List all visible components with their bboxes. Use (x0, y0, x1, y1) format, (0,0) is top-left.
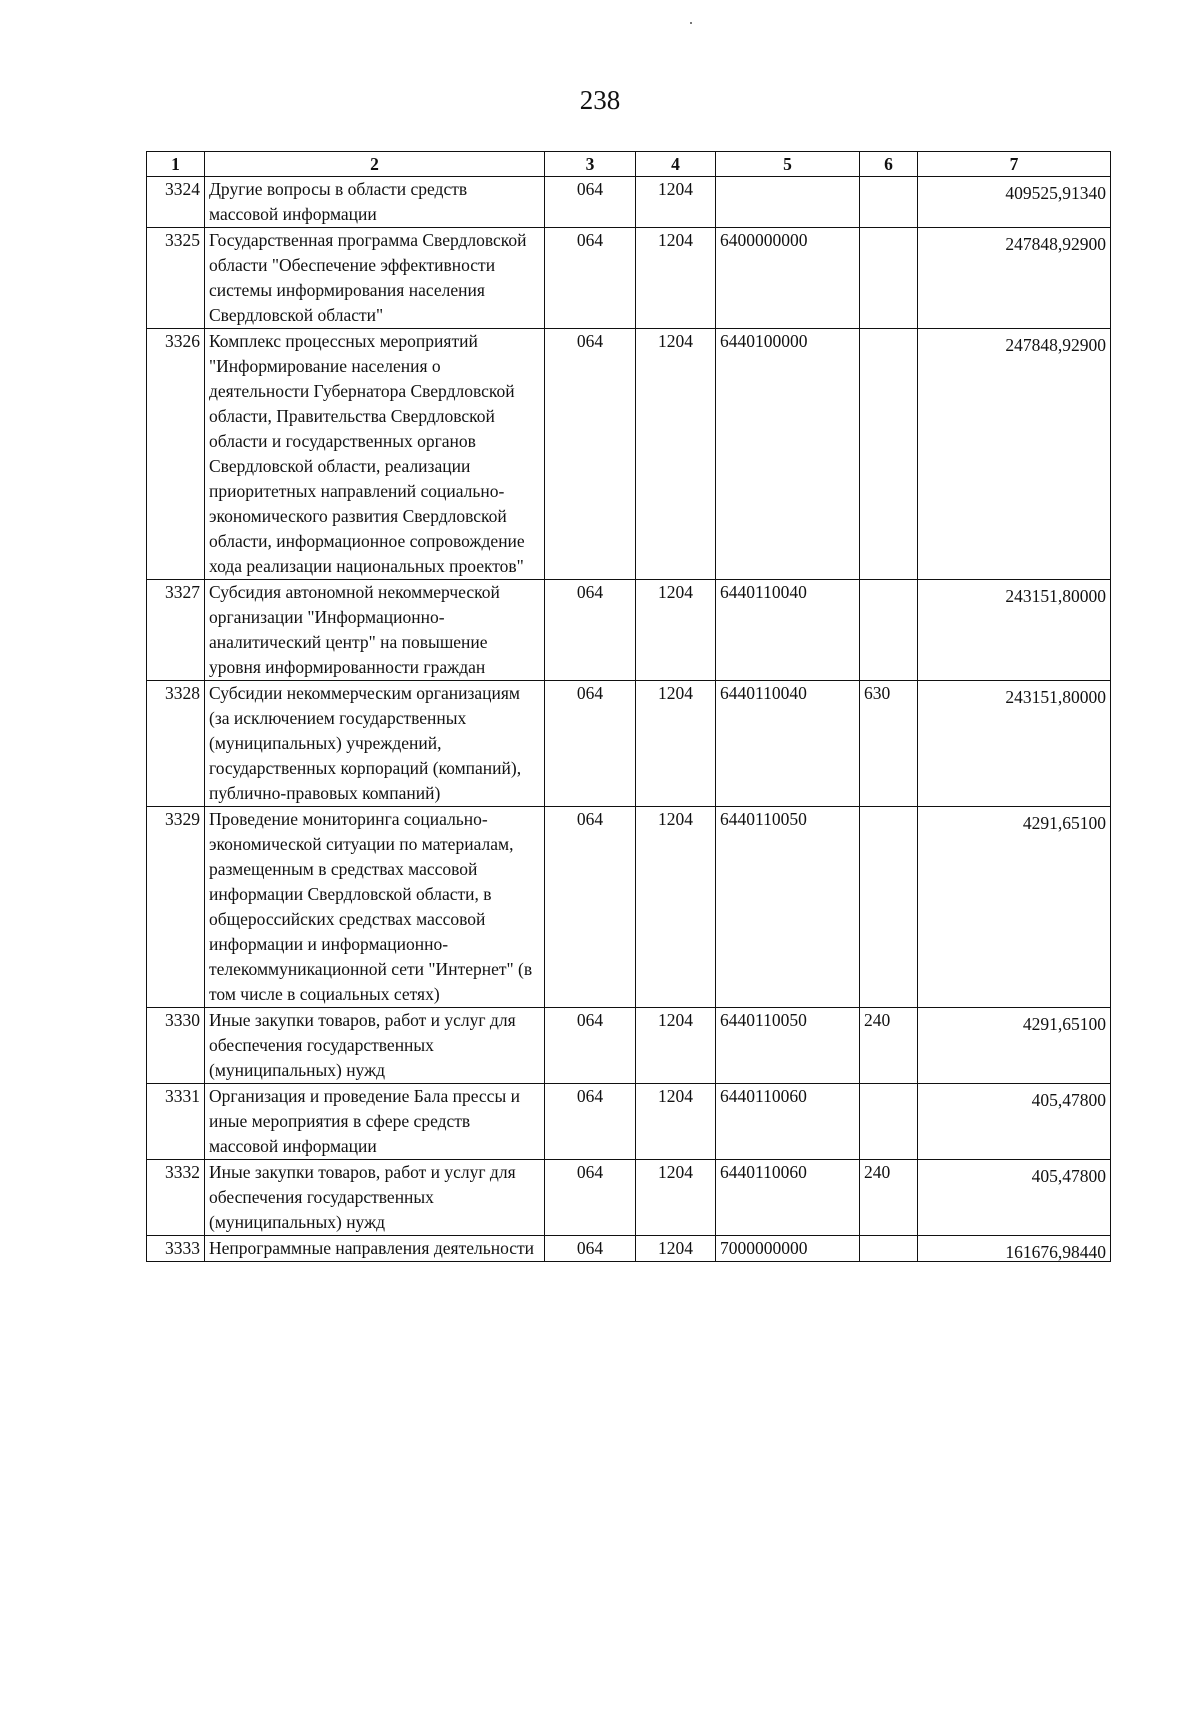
table-row (147, 1008, 1111, 1084)
row-amount (918, 1008, 1111, 1084)
row-admin-code: 064 (545, 1236, 636, 1262)
row-section-code: 1204 (636, 681, 716, 807)
row-amount (918, 1236, 1111, 1262)
row-expense-type (860, 329, 918, 580)
row-target-code: 7000000000 (716, 1236, 860, 1262)
table-row (147, 177, 1111, 228)
row-target-code: 6440110060 (716, 1160, 860, 1236)
header-cell: 5 (716, 152, 860, 177)
row-amount-value: 4291,65100 (1022, 1014, 1106, 1034)
row-number: 3332 (147, 1160, 205, 1236)
row-section-code: 1204 (636, 1008, 716, 1084)
row-expense-type (860, 177, 918, 228)
row-name: Комплекс процессных мероприятий "Информирование населения о деятельности Губернатора Свердловской области, Правительства Свердловской области и государственных органов Свердловской области, реализации приоритетных направлений социально-экономического развития Свердловской области, информационное сопровождение хода реализации национальных проектов" (205, 329, 545, 580)
row-name: Государственная программа Свердловской области "Обеспечение эффективности системы информирования населения Свердловской области" (205, 228, 545, 329)
row-number: 3325 (147, 228, 205, 329)
table-row (147, 1160, 1111, 1236)
row-section-code: 1204 (636, 580, 716, 681)
row-section-code: 1204 (636, 329, 716, 580)
row-name: Субсидии некоммерческим организациям (за исключением государственных (муниципальных) учреждений, государственных корпораций (компаний), публично-правовых компаний) (205, 681, 545, 807)
scan-speck (690, 22, 692, 24)
table-row (147, 807, 1111, 1008)
header-cell: 1 (147, 152, 205, 177)
row-number: 3326 (147, 329, 205, 580)
row-admin-code: 064 (545, 807, 636, 1008)
row-amount (918, 1084, 1111, 1160)
row-amount-value: 247848,92900 (1005, 335, 1106, 355)
row-amount-value: 405,47800 (1031, 1090, 1106, 1110)
row-amount (918, 681, 1111, 807)
row-amount-value: 243151,80000 (1005, 687, 1106, 707)
row-name: Организация и проведение Бала прессы и иные мероприятия в сфере средств массовой информации (205, 1084, 545, 1160)
row-name: Субсидия автономной некоммерческой организации "Информационно-аналитический центр" на повышение уровня информированности граждан (205, 580, 545, 681)
row-admin-code: 064 (545, 329, 636, 580)
row-target-code: 6400000000 (716, 228, 860, 329)
row-target-code: 6440110050 (716, 807, 860, 1008)
row-amount-value: 243151,80000 (1005, 586, 1106, 606)
row-target-code: 6440100000 (716, 329, 860, 580)
row-expense-type: 240 (860, 1160, 918, 1236)
row-section-code: 1204 (636, 807, 716, 1008)
table-row (147, 228, 1111, 329)
row-section-code: 1204 (636, 1160, 716, 1236)
row-admin-code: 064 (545, 580, 636, 681)
row-number: 3330 (147, 1008, 205, 1084)
row-expense-type: 240 (860, 1008, 918, 1084)
row-expense-type (860, 1084, 918, 1160)
row-amount (918, 580, 1111, 681)
row-section-code: 1204 (636, 1236, 716, 1262)
row-number: 3329 (147, 807, 205, 1008)
row-admin-code: 064 (545, 1008, 636, 1084)
header-row (147, 152, 1111, 177)
row-amount-value: 405,47800 (1031, 1166, 1106, 1186)
table-row (147, 329, 1111, 580)
row-section-code: 1204 (636, 177, 716, 228)
table-row (147, 681, 1111, 807)
row-name: Непрограммные направления деятельности (205, 1236, 545, 1262)
row-admin-code: 064 (545, 1160, 636, 1236)
row-admin-code: 064 (545, 177, 636, 228)
row-expense-type (860, 228, 918, 329)
header-cell: 7 (918, 152, 1111, 177)
row-target-code: 6440110040 (716, 681, 860, 807)
row-amount (918, 177, 1111, 228)
row-admin-code: 064 (545, 228, 636, 329)
row-section-code: 1204 (636, 228, 716, 329)
row-amount (918, 228, 1111, 329)
row-amount (918, 329, 1111, 580)
row-amount (918, 807, 1111, 1008)
row-name: Иные закупки товаров, работ и услуг для обеспечения государственных (муниципальных) нужд (205, 1008, 545, 1084)
row-expense-type (860, 807, 918, 1008)
header-cell: 3 (545, 152, 636, 177)
row-expense-type (860, 580, 918, 681)
row-number: 3324 (147, 177, 205, 228)
header-cell: 4 (636, 152, 716, 177)
row-expense-type: 630 (860, 681, 918, 807)
row-target-code: 6440110040 (716, 580, 860, 681)
row-target-code (716, 177, 860, 228)
row-expense-type (860, 1236, 918, 1262)
row-name: Иные закупки товаров, работ и услуг для обеспечения государственных (муниципальных) нужд (205, 1160, 545, 1236)
row-amount-value: 161676,98440 (1005, 1242, 1106, 1262)
header-cell: 6 (860, 152, 918, 177)
row-name: Проведение мониторинга социально-экономической ситуации по материалам, размещенным в средствах массовой информации Свердловской области, в общероссийских средствах массовой информации и информационно-телекоммуникационной сети "Интернет" (в том числе в социальных сетях) (205, 807, 545, 1008)
table-row (147, 1084, 1111, 1160)
row-number: 3331 (147, 1084, 205, 1160)
budget-table (146, 151, 1111, 1262)
row-section-code: 1204 (636, 1084, 716, 1160)
row-amount (918, 1160, 1111, 1236)
row-number: 3328 (147, 681, 205, 807)
row-admin-code: 064 (545, 1084, 636, 1160)
page-number: 238 (579, 85, 621, 115)
row-number: 3333 (147, 1236, 205, 1262)
table-row (147, 1236, 1111, 1262)
row-number: 3327 (147, 580, 205, 681)
row-target-code: 6440110050 (716, 1008, 860, 1084)
row-amount-value: 247848,92900 (1005, 234, 1106, 254)
row-amount-value: 409525,91340 (1005, 183, 1106, 203)
header-cell: 2 (205, 152, 545, 177)
table-row (147, 580, 1111, 681)
row-target-code: 6440110060 (716, 1084, 860, 1160)
row-amount-value: 4291,65100 (1022, 813, 1106, 833)
row-admin-code: 064 (545, 681, 636, 807)
row-name: Другие вопросы в области средств массовой информации (205, 177, 545, 228)
